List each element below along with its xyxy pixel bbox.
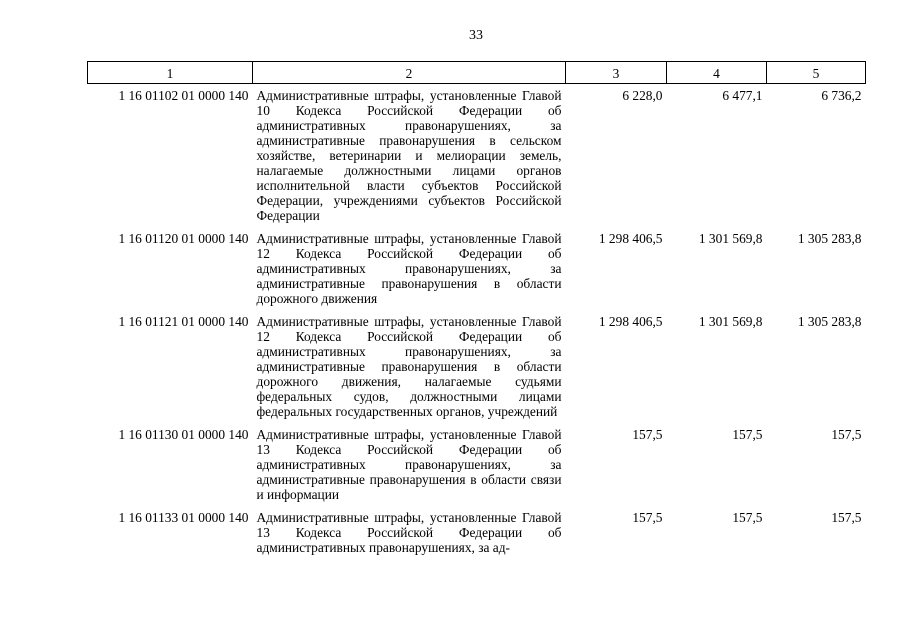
revenue-table xyxy=(87,61,866,559)
column-header-1: 1 xyxy=(88,62,253,84)
column-header-3: 3 xyxy=(566,62,667,84)
budget-code: 1 16 01130 01 0000 140 xyxy=(118,427,249,442)
value-col-4: 1 301 569,8 xyxy=(698,231,763,246)
row-description: Административные штрафы, установленные Главой 12 Кодекса Российской Федерации об административных правонарушениях, за административные правонарушения в области дорожного движения, налагаемые судьями федеральных судов, должностными лицами федеральных государственных органов, учреждений xyxy=(256,314,562,419)
value-col-5: 157,5 xyxy=(831,510,862,525)
value-col-5: 157,5 xyxy=(831,427,862,442)
value-col-4: 157,5 xyxy=(732,427,763,442)
value-col-4: 6 477,1 xyxy=(722,88,763,103)
row-description: Административные штрафы, установленные Главой 10 Кодекса Российской Федерации об административных правонарушениях, за административные правонарушения в сельском хозяйстве, ветеринарии и мелиорации земель, налагаемые должностными лицами органов исполнительной власти субъектов Российской Федерации, учреждениями субъектов Российской Федерации xyxy=(256,88,562,223)
value-col-3: 1 298 406,5 xyxy=(598,231,663,246)
value-col-3: 157,5 xyxy=(632,427,663,442)
value-col-5: 6 736,2 xyxy=(821,88,862,103)
column-header-4: 4 xyxy=(667,62,767,84)
table-header-row xyxy=(88,62,866,84)
value-col-5: 1 305 283,8 xyxy=(797,314,862,329)
row-description: Административные штрафы, установленные Главой 13 Кодекса Российской Федерации об административных правонарушениях, за административные правонарушения в области связи и информации xyxy=(256,427,562,502)
budget-code: 1 16 01121 01 0000 140 xyxy=(118,314,249,329)
row-description: Административные штрафы, установленные Главой 13 Кодекса Российской Федерации об административных правонарушениях, за ад- xyxy=(256,510,562,555)
budget-code: 1 16 01102 01 0000 140 xyxy=(118,88,249,103)
table-row xyxy=(88,84,866,228)
column-header-5: 5 xyxy=(767,62,866,84)
table-row xyxy=(88,423,866,506)
table-row xyxy=(88,310,866,423)
value-col-4: 1 301 569,8 xyxy=(698,314,763,329)
value-col-4: 157,5 xyxy=(732,510,763,525)
table-row xyxy=(88,506,866,559)
value-col-5: 1 305 283,8 xyxy=(797,231,862,246)
budget-code: 1 16 01120 01 0000 140 xyxy=(118,231,249,246)
value-col-3: 1 298 406,5 xyxy=(598,314,663,329)
value-col-3: 157,5 xyxy=(632,510,663,525)
budget-code: 1 16 01133 01 0000 140 xyxy=(118,510,249,525)
column-header-2: 2 xyxy=(253,62,566,84)
page-number: 33 xyxy=(469,28,483,43)
value-col-3: 6 228,0 xyxy=(622,88,663,103)
table-row xyxy=(88,227,866,310)
row-description: Административные штрафы, установленные Главой 12 Кодекса Российской Федерации об административных правонарушениях, за административные правонарушения в области дорожного движения xyxy=(256,231,562,306)
